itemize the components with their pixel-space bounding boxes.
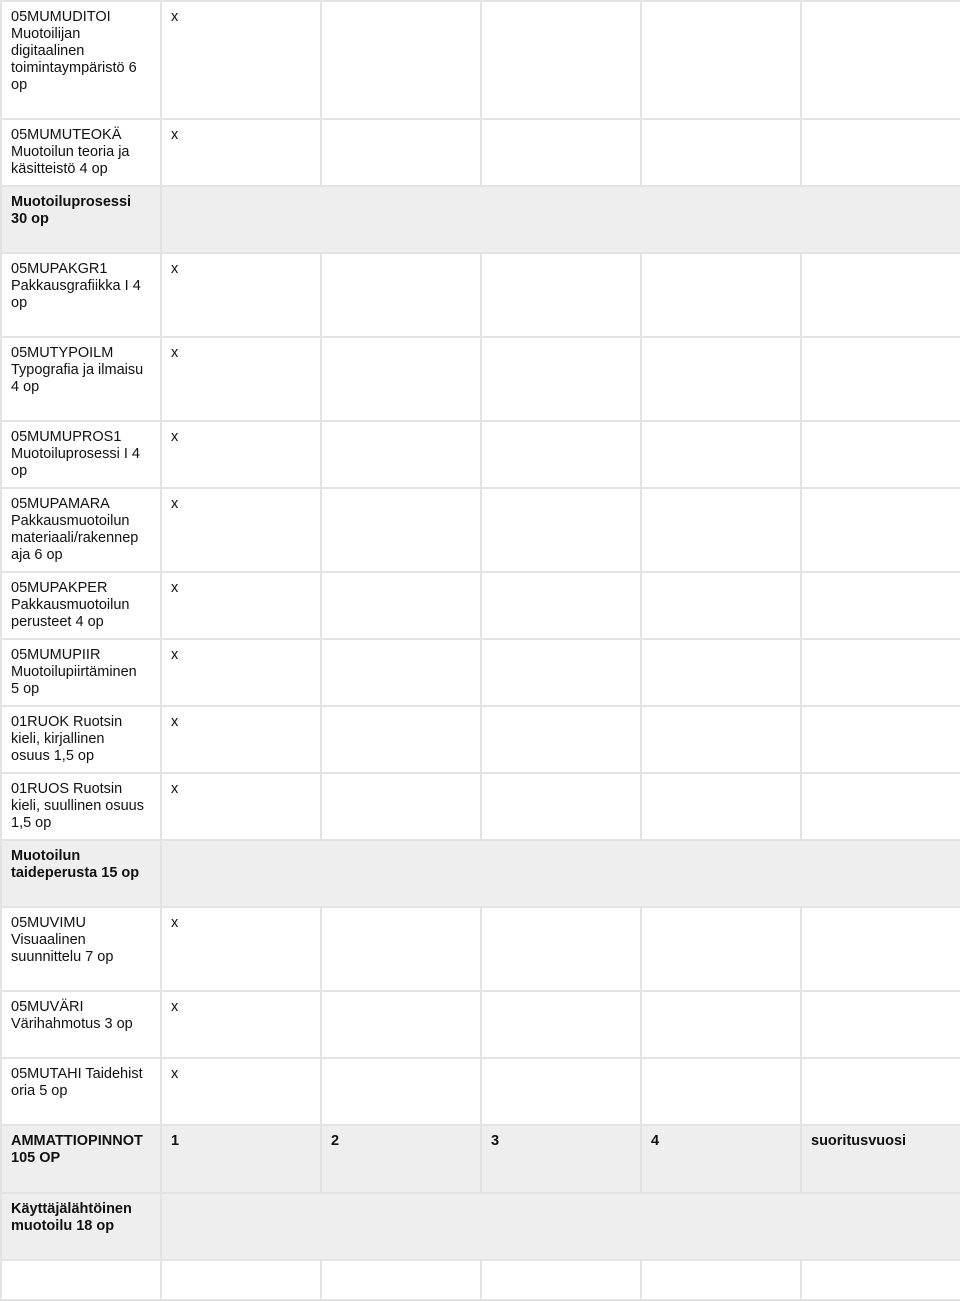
course-row [1,773,960,840]
module-title: Muotoiluprosessi 30 op [1,186,161,253]
empty-cell [801,773,960,840]
empty-cell [321,253,481,337]
empty-cell [161,840,960,907]
empty-cell [161,186,960,253]
empty-cell [481,119,641,186]
year-column-header: 3 [481,1125,641,1193]
empty-cell [161,1193,960,1260]
empty-cell [321,1058,481,1125]
course-name: 05MUTAHI Taidehist oria 5 op [1,1058,161,1125]
course-name: 05MUPAMARA Pakkausmuotoilun materiaali/rakennep aja 6 op [1,488,161,572]
year-column-header: 2 [321,1125,481,1193]
empty-cell [801,991,960,1058]
year-1-mark: x [161,1058,321,1125]
empty-cell [641,1,801,119]
empty-cell [321,991,481,1058]
year-column-header: 4 [641,1125,801,1193]
empty-cell [801,488,960,572]
empty-cell [481,572,641,639]
empty-cell [641,421,801,488]
year-1-mark: x [161,337,321,421]
course-row [1,337,960,421]
course-row [1,572,960,639]
course-row [1,991,960,1058]
year-1-mark: x [161,773,321,840]
empty-cell [481,773,641,840]
empty-cell [801,1,960,119]
module-title: Käyttäjälähtöinen muotoilu 18 op [1,1193,161,1260]
year-1-mark: x [161,706,321,773]
empty-cell [641,337,801,421]
empty-cell [641,991,801,1058]
course-row [1,421,960,488]
course-name: 05MUTYPOILM Typografia ja ilmaisu 4 op [1,337,161,421]
empty-cell [641,488,801,572]
course-name: 05MUMUPROS1 Muotoiluprosessi I 4 op [1,421,161,488]
year-column-header: suoritusvuosi [801,1125,960,1193]
empty-cell [321,421,481,488]
empty-cell [801,907,960,991]
empty-cell [641,639,801,706]
course-row [1,1,960,119]
empty-cell [321,1,481,119]
course-name: 05MUPAKGR1 Pakkausgrafiikka I 4 op [1,253,161,337]
empty-cell [481,488,641,572]
empty-cell [641,706,801,773]
module-title: Muotoilun taideperusta 15 op [1,840,161,907]
empty-cell [801,253,960,337]
course-name: 05MUMUDITOI Muotoilijan digitaalinen toimintaympäristö 6 op [1,1,161,119]
empty-cell [1,1260,161,1300]
empty-cell [321,907,481,991]
empty-cell [481,253,641,337]
year-1-mark: x [161,907,321,991]
empty-cell [801,337,960,421]
section-title: AMMATTIOPINNOT 105 OP [1,1125,161,1193]
empty-cell [321,488,481,572]
year-1-mark: x [161,119,321,186]
module-header-row [1,186,960,253]
empty-cell [801,119,960,186]
course-name: 05MUMUPIIR Muotoilupiirtäminen 5 op [1,639,161,706]
empty-cell [641,773,801,840]
section-header-row [1,1125,960,1193]
empty-cell [481,1260,641,1300]
module-header-row [1,1193,960,1260]
empty-cell [641,572,801,639]
empty-cell [321,119,481,186]
empty-cell [481,907,641,991]
year-1-mark: x [161,253,321,337]
empty-cell [321,1260,481,1300]
course-name: 05MUVIMU Visuaalinen suunnittelu 7 op [1,907,161,991]
course-row [1,706,960,773]
empty-cell [481,1058,641,1125]
empty-cell [801,706,960,773]
empty-cell [321,337,481,421]
course-name: 05MUVÄRI Värihahmotus 3 op [1,991,161,1058]
year-column-header: 1 [161,1125,321,1193]
empty-cell [161,1260,321,1300]
course-name: 05MUPAKPER Pakkausmuotoilun perusteet 4 op [1,572,161,639]
course-row [1,253,960,337]
empty-cell [481,1,641,119]
module-header-row [1,840,960,907]
empty-cell [481,639,641,706]
empty-cell [641,1260,801,1300]
year-1-mark: x [161,572,321,639]
empty-cell [801,639,960,706]
empty-cell [321,572,481,639]
course-row [1,1058,960,1125]
course-row [1,907,960,991]
year-1-mark: x [161,639,321,706]
course-row [1,119,960,186]
course-name: 01RUOS Ruotsin kieli, suullinen osuus 1,5 op [1,773,161,840]
empty-cell [481,991,641,1058]
empty-cell [481,421,641,488]
empty-cell [641,1058,801,1125]
empty-cell [321,706,481,773]
empty-cell [801,1260,960,1300]
empty-cell [801,421,960,488]
year-1-mark: x [161,991,321,1058]
empty-cell [641,253,801,337]
course-row [1,639,960,706]
empty-cell [801,572,960,639]
empty-cell [481,337,641,421]
empty-cell [321,639,481,706]
study-plan-body [1,1,960,1300]
course-name: 01RUOK Ruotsin kieli, kirjallinen osuus 1,5 op [1,706,161,773]
year-1-mark: x [161,488,321,572]
year-1-mark: x [161,1,321,119]
empty-cell [641,119,801,186]
blank-row [1,1260,960,1300]
empty-cell [801,1058,960,1125]
empty-cell [321,773,481,840]
empty-cell [481,706,641,773]
empty-cell [641,907,801,991]
course-row [1,488,960,572]
course-name: 05MUMUTEOKÄ Muotoilun teoria ja käsitteistö 4 op [1,119,161,186]
year-1-mark: x [161,421,321,488]
